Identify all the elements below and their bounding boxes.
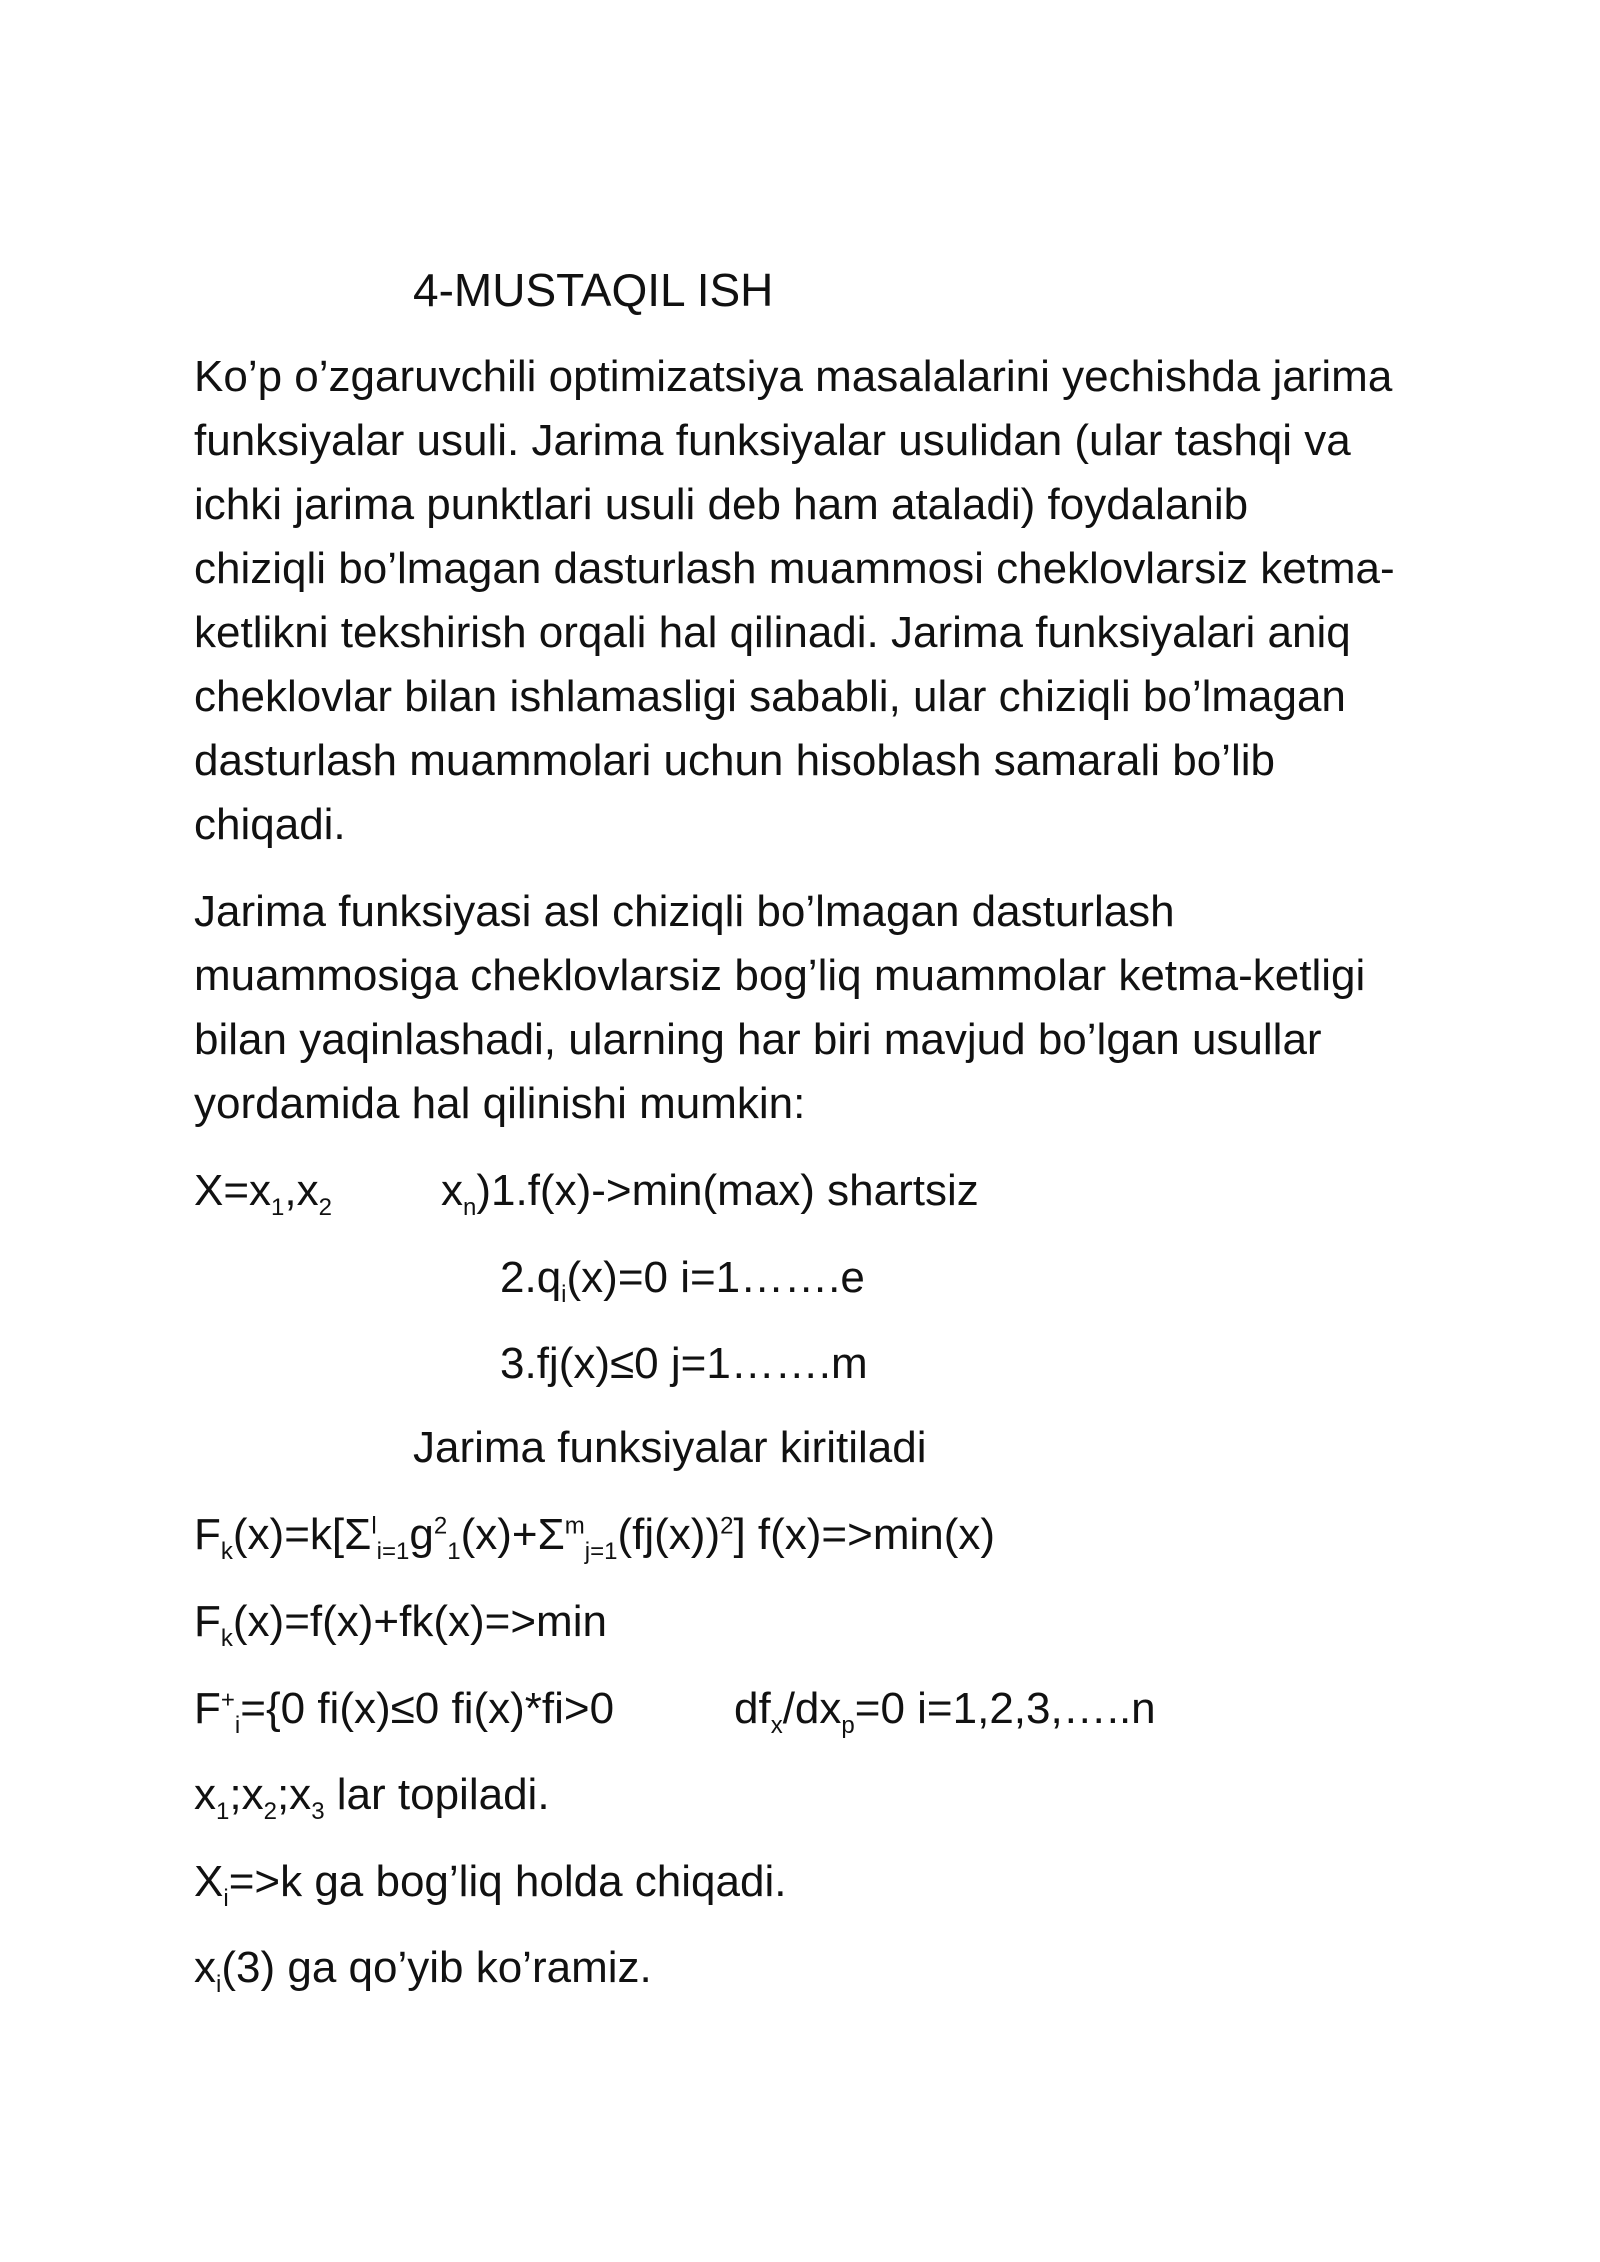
formula-subscript: k — [220, 1537, 233, 1565]
formula-line-6 — [194, 1592, 607, 1652]
formula-text: (x)+Σ — [460, 1510, 565, 1559]
formula-text: 3.fj(x)≤0 j=1…….m — [500, 1339, 868, 1388]
formula-text: X=x — [194, 1166, 272, 1215]
formula-text: ] f(x)=>min(x) — [733, 1510, 996, 1559]
formula-subscript: i — [561, 1280, 567, 1308]
formula-text: =>k ga bog’liq holda chiqadi. — [228, 1857, 787, 1906]
formula-text: )1.f(x)->min(max) shartsiz — [476, 1166, 979, 1215]
paragraph-intro — [194, 345, 1434, 857]
formula-subscript: n — [463, 1193, 477, 1221]
formula-text: df — [734, 1684, 771, 1733]
formula-text: ;x — [229, 1770, 264, 1819]
text-line: muammosiga cheklovlarsiz bog’liq muammolar ketma-ketligi — [194, 951, 1366, 1000]
formula-text: =0 i=1,2,3,…..n — [854, 1684, 1156, 1733]
text-line: Jarima funksiyasi asl chiziqli bo’lmagan dasturlash — [194, 887, 1175, 936]
formula-subscript: i — [223, 1884, 229, 1912]
text-line: ketlikni tekshirish orqali hal qilinadi. Jarima funksiyalari aniq — [194, 608, 1351, 657]
formula-subscript: 3 — [311, 1797, 325, 1825]
text-line: chiqadi. — [194, 800, 346, 849]
formula-superscript: m — [564, 1512, 585, 1540]
formula-text: F — [194, 1510, 221, 1559]
formula-text: 2.q — [500, 1253, 562, 1302]
formula-subscript: i — [234, 1711, 241, 1739]
formula-line-4 — [413, 1418, 926, 1478]
text-line: dasturlash muammolari uchun hisoblash samarali bo’lib — [194, 736, 1275, 785]
formula-text: g — [409, 1510, 434, 1559]
formula-text: (fj(x)) — [617, 1510, 721, 1559]
text-line: Ko’p o’zgaruvchili optimizatsiya masalalarini yechishda jarima — [194, 352, 1393, 401]
text-line: funksiyalar usuli. Jarima funksiyalar usulidan (ular tashqi va — [194, 416, 1351, 465]
formula-text: x — [194, 1943, 216, 1992]
formula-subscript: p — [841, 1711, 855, 1739]
formula-text: (x)=k[Σ — [232, 1510, 372, 1559]
formula-subscript: 1 — [447, 1537, 461, 1565]
formula-text: (x)=f(x)+fk(x)=>min — [232, 1597, 607, 1646]
formula-superscript: l — [371, 1512, 377, 1540]
formula-text: ;x — [276, 1770, 312, 1819]
formula-line-5 — [194, 1505, 995, 1565]
text-line: ichki jarima punktlari usuli deb ham ataladi) foydalanib — [194, 480, 1249, 529]
formula-line-3 — [500, 1334, 868, 1394]
formula-text: (x)=0 i=1…….e — [566, 1253, 865, 1302]
formula-line-2 — [500, 1248, 865, 1308]
formula-text: ={0 fi(x)≤0 fi(x)*fi>0 — [240, 1684, 615, 1733]
formula-text: ,x — [284, 1166, 319, 1215]
formula-subscript: 2 — [318, 1193, 332, 1221]
formula-line-7a — [194, 1679, 614, 1739]
text-line: bilan yaqinlashadi, ularning har biri mavjud bo’lgan usullar — [194, 1015, 1322, 1064]
formula-line-8 — [194, 1765, 550, 1825]
formula-subscript: j=1 — [584, 1537, 618, 1565]
formula-superscript: + — [220, 1686, 235, 1714]
paragraph-penalty-function — [194, 880, 1434, 1136]
formula-subscript: 1 — [271, 1193, 285, 1221]
formula-text: lar topiladi. — [324, 1770, 550, 1819]
formula-text: Jarima funksiyalar kiritiladi — [413, 1423, 927, 1472]
formula-text: F — [194, 1597, 221, 1646]
formula-line-1a — [194, 1161, 332, 1221]
formula-text: x — [441, 1166, 463, 1215]
formula-subscript: 2 — [263, 1797, 277, 1825]
text-line: chiziqli bo’lmagan dasturlash muammosi cheklovlarsiz ketma- — [194, 544, 1395, 593]
formula-text: /dx — [782, 1684, 842, 1733]
formula-text: (3) ga qo’yib ko’ramiz. — [221, 1943, 652, 1992]
formula-line-7b — [734, 1679, 1156, 1739]
formula-subscript: 1 — [216, 1797, 230, 1825]
formula-subscript: k — [220, 1624, 233, 1652]
formula-line-1b — [441, 1161, 979, 1221]
formula-line-9 — [194, 1852, 786, 1912]
text-line: cheklovlar bilan ishlamasligi sababli, ular chiziqli bo’lmagan — [194, 672, 1346, 721]
formula-subscript: i=1 — [376, 1537, 410, 1565]
formula-line-10 — [194, 1938, 652, 1998]
text-line: yordamida hal qilinishi mumkin: — [194, 1079, 806, 1128]
formula-superscript: 2 — [433, 1512, 448, 1540]
formula-subscript: i — [216, 1970, 222, 1998]
formula-text: F — [194, 1684, 221, 1733]
document-title: 4-MUSTAQIL ISH — [413, 264, 774, 316]
formula-superscript: 2 — [720, 1512, 734, 1540]
formula-text: x — [194, 1770, 216, 1819]
formula-text: X — [194, 1857, 224, 1906]
formula-subscript: x — [770, 1711, 783, 1739]
